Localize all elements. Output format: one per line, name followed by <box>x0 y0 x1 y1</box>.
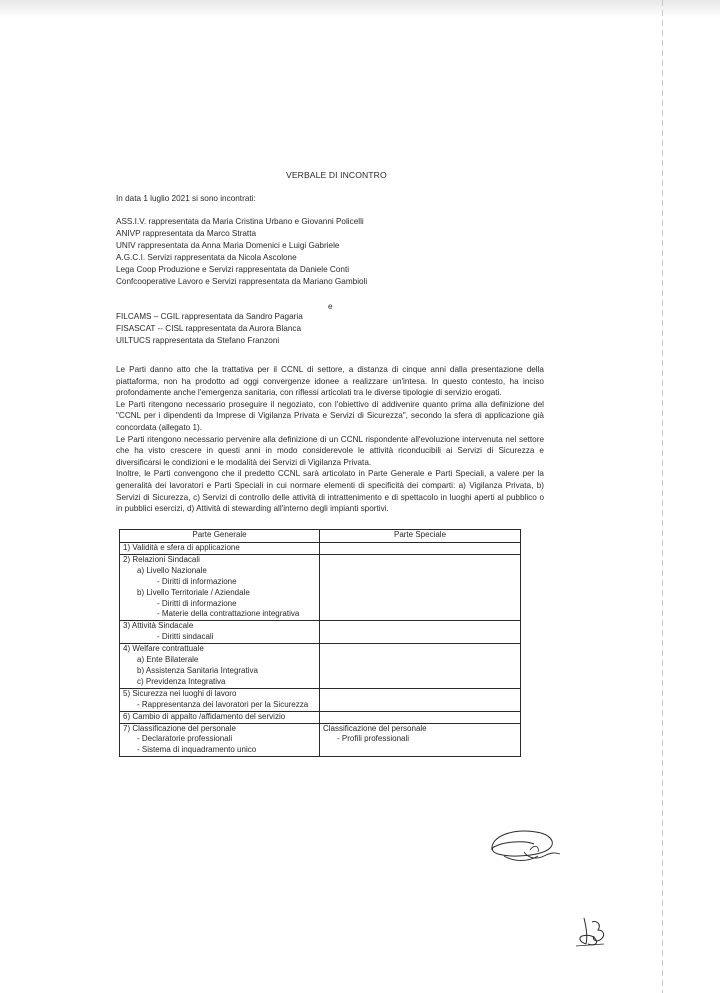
sub-item: b) Assistenza Sanitaria Integrativa <box>137 665 258 675</box>
employer-party: Confcooperative Lavoro e Servizi rappresentata da Mariano Gambioli <box>116 277 368 286</box>
table-row <box>120 688 521 711</box>
table-row <box>120 621 521 644</box>
table-cell-right <box>320 711 521 723</box>
paragraph: Inoltre, le Parti convengono che il predetto CCNL sarà articolato in Parte Generale e Parti Speciali, a valere per la generalità dei lavoratori e Parti Speciali in cui normare elementi di specificità dei comparti: a) Vigilanza Privata, b) Servizi di Sicurezza, c) Servizi di controllo delle attività di intrattenimento e di spettacolo in luoghi aperti al pubblico o in pubblici esercizi, d) Attività di stewarding all'interno degli impianti sportivi. <box>116 469 544 514</box>
section-heading: Classificazione del personale <box>323 723 427 733</box>
table-cell-right <box>320 688 521 711</box>
union-party: FISASCAT -- CISL rappresentata da Aurora Blanca <box>116 324 302 333</box>
table-cell-left <box>120 711 320 723</box>
sub-item: c) Previdenza Integrativa <box>137 676 226 686</box>
table-cell-left <box>120 723 320 757</box>
sub-item: - Profili professionali <box>337 734 410 744</box>
table-row <box>120 554 521 620</box>
sub-item: b) Livello Territoriale / Aziendale <box>137 587 250 597</box>
section-heading: 2) Relazioni Sindacali <box>123 554 200 564</box>
employer-party: Lega Coop Produzione e Servizi rappresentata da Daniele Conti <box>116 265 350 274</box>
table-cell-right <box>320 554 521 620</box>
table-row <box>120 723 521 757</box>
employer-party: ASS.I.V. rappresentata da Maria Cristina Urbano e Giovanni Policelli <box>116 217 364 226</box>
table-row <box>120 644 521 689</box>
initials-mark <box>574 912 610 952</box>
document-title: VERBALE DI INCONTRO <box>286 170 387 180</box>
paragraph: Le Parti ritengono necessario pervenire alla definizione di un CCNL rispondente all'evoluzione intervenuta nel settore che ha visto crescere in questi anni in modo considerevole le attività riconducibili ai Servizi di Sicurezza e diversificarsi le condizioni e le modalità dei Servizi di Vigilanza Privata. <box>116 434 544 467</box>
header-parte-generale: Parte Generale <box>120 530 320 543</box>
table-cell-right <box>320 723 521 757</box>
employer-party: UNIV rappresentata da Anna Maria Domenici e Luigi Gabriele <box>116 241 340 250</box>
table-cell-left <box>120 688 320 711</box>
sub-item: a) Livello Nazionale <box>137 565 207 575</box>
table-row <box>120 543 521 555</box>
conjunction: e <box>328 302 333 311</box>
section-heading: 3) Attività Sindacale <box>123 621 194 631</box>
table-cell-left <box>120 543 320 555</box>
table-row <box>120 711 521 723</box>
section-heading: 7) Classificazione del personale <box>123 723 236 733</box>
table-cell-left <box>120 554 320 620</box>
table-cell-left <box>120 644 320 689</box>
intro-line: In data 1 luglio 2021 si sono incontrati: <box>116 194 256 203</box>
sub-item: - Declaratorie professionali <box>137 734 233 744</box>
sub-item: - Rappresentanza dei lavoratori per la Sicurezza <box>137 699 309 709</box>
scan-edge-line <box>662 0 663 993</box>
sub-item: a) Ente Bilaterale <box>137 655 199 665</box>
sub-item: - Diritti sindacali <box>157 632 214 642</box>
contract-structure-table <box>119 529 521 757</box>
section-heading: 4) Welfare contrattuale <box>123 644 204 654</box>
paragraph: Le Parti danno atto che la trattativa per il CCNL di settore, a distanza di cinque anni dalla presentazione della piattaforma, non ha prodotto ad oggi convergenze idonee a realizzare un'intesa. In questo contesto, ha inciso profondamente anche l'emergenza sanitaria, con riflessi articolati tra le diverse tipologie di servizio erogati. <box>116 365 544 398</box>
sub-item: - Sistema di inquadramento unico <box>137 745 257 755</box>
union-party: UILTUCS rappresentata da Stefano Franzoni <box>116 336 280 345</box>
scan-top-shadow <box>0 0 720 18</box>
section-heading: 6) Cambio di appalto /affidamento del servizio <box>123 711 286 721</box>
table-cell-left <box>120 621 320 644</box>
employer-party: ANIVP rappresentata da Marco Stratta <box>116 229 257 238</box>
table-cell-right <box>320 644 521 689</box>
section-heading: 5) Sicurezza nei luoghi di lavoro <box>123 688 237 698</box>
union-party: FILCAMS – CGIL rappresentata da Sandro Pagaria <box>116 312 303 321</box>
table-cell-right <box>320 621 521 644</box>
sub-item: - Materie della contrattazione integrativa <box>157 609 300 619</box>
sub-item: - Diritti di informazione <box>157 598 237 608</box>
employer-party: A.G.C.I. Servizi rappresentata da Nicola Ascolone <box>116 253 297 262</box>
paragraph: Le Parti ritengono necessario proseguire il negoziato, con l'obiettivo di addivenire quanto prima alla definizione del "CCNL per i dipendenti da Imprese di Vigilanza Privata e Servizi di Sicurezza", secondo la sfera di applicazione già concordata (allegato 1). <box>116 399 544 432</box>
sub-item: - Diritti di informazione <box>157 576 237 586</box>
section-heading: 1) Validità e sfera di applicazione <box>123 543 240 552</box>
table-header-row <box>120 530 521 543</box>
header-parte-speciale: Parte Speciale <box>320 530 521 543</box>
table-cell-right <box>320 543 521 555</box>
signature-mark <box>484 822 564 872</box>
body-paragraphs <box>116 364 544 515</box>
